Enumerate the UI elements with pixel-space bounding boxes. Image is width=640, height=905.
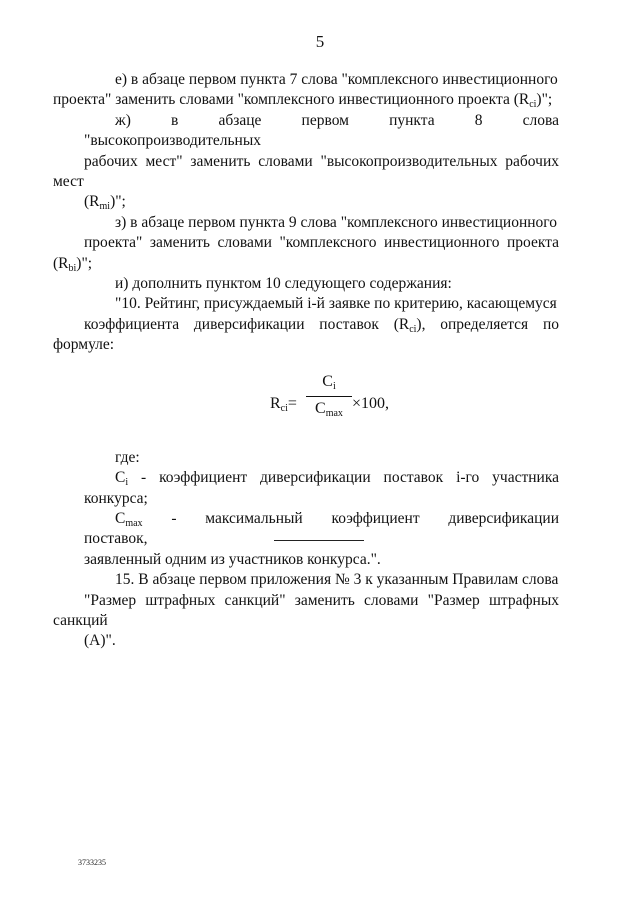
formula-numerator: [306, 372, 352, 394]
paragraph-z: [53, 213, 559, 274]
document-code: 3733235: [78, 858, 106, 867]
paragraph-10-text: коэффициента диверсификации поставок (R: [84, 315, 410, 333]
fraction-bar: [306, 396, 352, 397]
subscript: mi: [99, 201, 111, 213]
paragraph-e-line1: е) в абзаце первом пункта 7 слова "комплексного инвестиционного: [115, 71, 558, 88]
formula-equals: =: [287, 394, 297, 412]
denominator-sub: max: [325, 407, 343, 419]
formula-lhs-base: R: [270, 394, 281, 412]
subscript: ci: [529, 99, 537, 111]
denominator-base: C: [315, 399, 326, 417]
formula: [84, 364, 559, 442]
paragraph-zh-line1: ж) в абзаце первом пункта 8 слова "высокопроизводительных: [84, 111, 559, 150]
cmax-text: - максимальный коэффициент диверсификации поставок,: [84, 509, 559, 548]
paragraph-i: [84, 274, 559, 294]
numerator-base: C: [322, 372, 333, 390]
cmax-line1: [84, 510, 559, 547]
subscript: ci: [409, 323, 417, 335]
ci-base: C: [115, 469, 126, 487]
paragraph-e: [53, 70, 559, 111]
paragraph-zh-text: (R: [84, 193, 100, 211]
paragraph-z-line2: [53, 233, 559, 274]
paragraph-zh: [53, 111, 559, 213]
paragraph-e-text: проекта" заменить словами "комплексного инвестиционного проекта (R: [53, 91, 530, 109]
subscript: bi: [68, 262, 77, 274]
paragraph-10-line1: "10. Рейтинг, присуждаемый i-й заявке по критерию, касающемуся: [115, 295, 557, 313]
paragraph-e-end: )";: [536, 91, 553, 109]
formula-lhs-sub: ci: [280, 402, 288, 414]
document-body: [53, 70, 559, 652]
paragraph-z-end: )";: [76, 254, 93, 272]
cmax-line2: заявленный одним из участников конкурса.".: [84, 550, 381, 568]
cmax-base: C: [115, 509, 126, 527]
ci-sub: i: [125, 477, 129, 489]
paragraph-15-line2: "Размер штрафных санкций" заменить словами "Размер штрафных санкций: [53, 591, 559, 629]
paragraph-10: [53, 294, 559, 355]
page-number: 5: [315, 32, 325, 51]
formula-denominator: [306, 399, 352, 419]
cmax-sub: max: [125, 517, 143, 529]
paragraph-zh-line2: рабочих мест" заменить словами "высокопроизводительных рабочих мест: [53, 152, 559, 191]
paragraph-15-line3: (А)".: [84, 632, 116, 650]
numerator-sub: i: [332, 380, 336, 392]
definition-ci: [84, 468, 559, 509]
separator-line: [274, 540, 364, 541]
paragraph-15-line1: 15. В абзаце первом приложения № 3 к указанным Правилам слова: [115, 571, 559, 589]
definitions-where: [84, 448, 559, 468]
paragraph-i-line1: и) дополнить пунктом 10 следующего содержания:: [115, 275, 452, 293]
formula-fraction: [306, 372, 352, 419]
paragraph-10-line2: [53, 315, 559, 356]
formula-rhs: ×100,: [352, 394, 390, 412]
where-label: где:: [115, 448, 140, 466]
ci-text: - коэффициент диверсификации поставок i-го участника конкурса;: [84, 469, 559, 507]
paragraph-e-line2: [53, 90, 552, 110]
paragraph-10-end: ), определяется по формуле:: [53, 315, 559, 354]
paragraph-zh-end: )";: [110, 193, 126, 211]
paragraph-15: [53, 570, 559, 652]
paragraph-z-text: проекта" заменить словами "комплексного инвестиционного проекта (R: [53, 234, 559, 272]
paragraph-z-line1: з) в абзаце первом пункта 9 слова "комплексного инвестиционного: [115, 213, 558, 231]
formula-lhs: [270, 394, 297, 414]
paragraph-zh-line3: [53, 192, 126, 212]
